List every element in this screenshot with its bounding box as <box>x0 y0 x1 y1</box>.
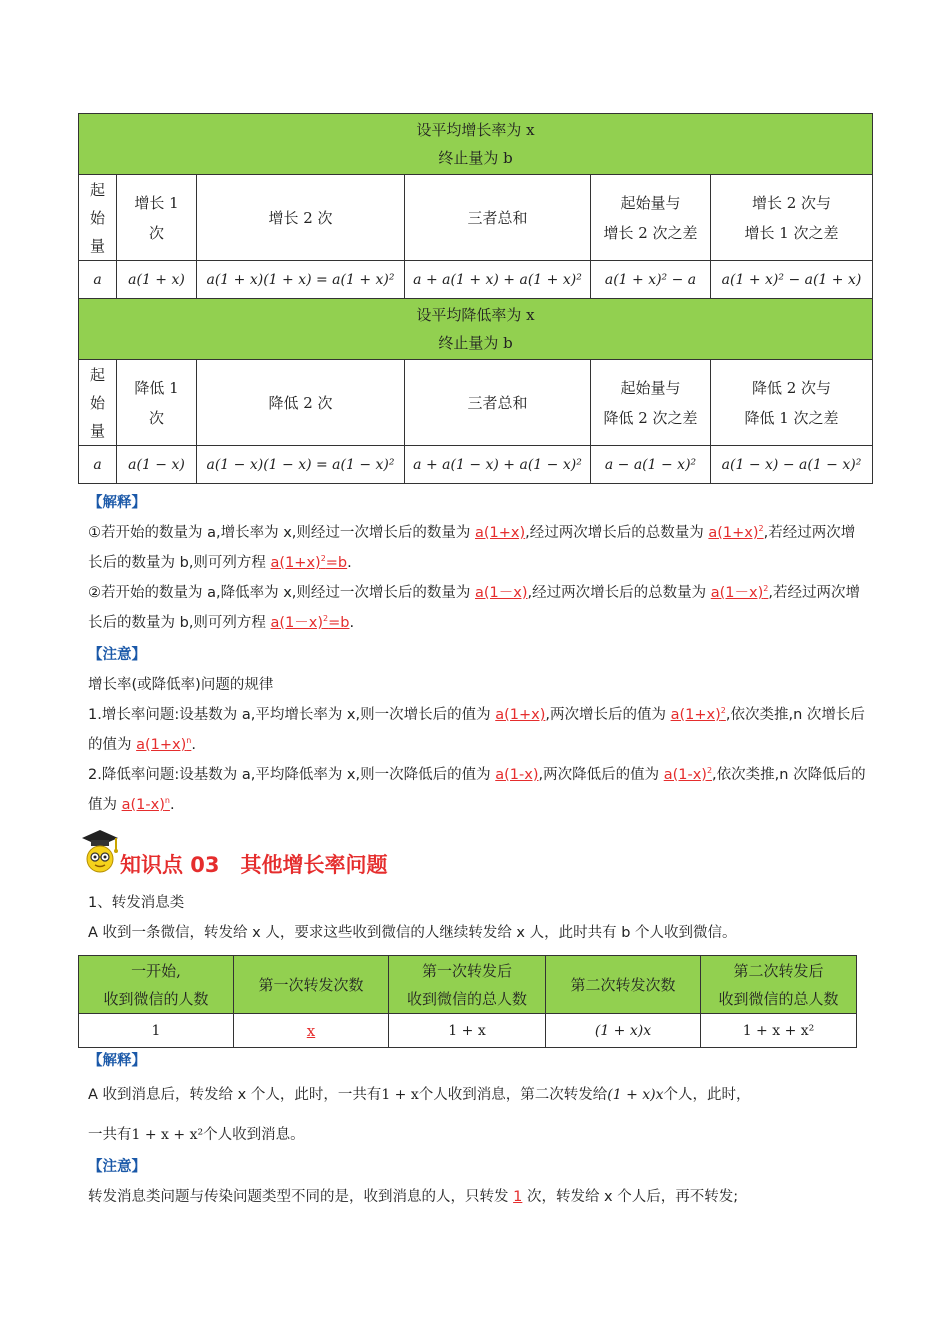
header-after-second: 第二次转发后 收到微信的总人数 <box>701 956 857 1014</box>
formula-cell: a(1 + x)(1 + x) = a(1 + x)² <box>197 261 405 299</box>
formula-cell: a − a(1 − x)² <box>591 446 711 484</box>
growth-table-header-row <box>79 175 873 261</box>
header-grow-twice: 增长 2 次 <box>197 175 405 261</box>
explanation-block <box>88 488 868 638</box>
forward-table-row <box>79 1014 857 1048</box>
answer-blank: $a(1-x)^n$ <box>121 796 170 813</box>
header-first-forward: 第一次转发次数 <box>234 956 389 1014</box>
growth-table-formula-row <box>79 261 873 299</box>
answer-blank: $a(1+x)^n$ <box>136 736 192 753</box>
value-cell: 1 + x <box>389 1014 546 1048</box>
answer-blank: a(1+x) <box>475 525 526 541</box>
forward-table-header-row <box>79 956 857 1014</box>
answer-blank: $a(1-x)^2=b$ <box>270 614 350 631</box>
header-total: 三者总和 <box>405 175 591 261</box>
formula-cell: a <box>79 446 117 484</box>
answer-blank: a(1－x) <box>475 585 528 601</box>
scholar-mascot-icon <box>78 828 122 876</box>
formula-cell: a + a(1 + x) + a(1 + x)² <box>405 261 591 299</box>
explanation-paragraph-decline: ②若开始的数量为 a,降低率为 x,则经过一次增长后的数量为 a(1－x),经过两次增长后的总数量为 $a(1-x)^2$,若经过两次增长后的数量为 b,则可列方程 $a(1-x)^2=b$. <box>88 584 860 631</box>
header-initial: 一开始, 收到微信的人数 <box>79 956 234 1014</box>
header-decline-once: 降低 1 次 <box>117 360 197 446</box>
growth-rate-table <box>78 113 873 484</box>
explanation-tag: 【解释】 <box>88 495 146 511</box>
header-decline-twice: 降低 2 次 <box>197 360 405 446</box>
section-title: 知识点 03 其他增长率问题 <box>120 853 388 877</box>
note-intro: 增长率(或降低率)问题的规律 <box>88 677 274 693</box>
rule-growth: 1.增长率问题:设基数为 a,平均增长率为 x,则一次增长后的值为 a(1+x),两次增长后的值为 $a(1+x)^2$,依次类推,n 次增长后的值为 $a(1+x)^n$. <box>88 706 865 753</box>
header-second-forward: 第二次转发次数 <box>546 956 701 1014</box>
note-tag: 【注意】 <box>88 1159 146 1175</box>
formula-cell: a(1 + x) <box>117 261 197 299</box>
note-tag: 【注意】 <box>88 647 146 663</box>
note-text: 转发消息类问题与传染问题类型不同的是，收到消息的人，只转发 1 次，转发给 x 个人后，再不转发; <box>88 1189 739 1205</box>
formula-cell: a(1 + x)² − a(1 + x) <box>711 261 873 299</box>
formula-cell: a(1 − x) <box>117 446 197 484</box>
explanation-paragraph-growth: ①若开始的数量为 a,增长率为 x,则经过一次增长后的数量为 a(1+x),经过两次增长后的总数量为 $a(1+x)^2$,若经过两次增长后的数量为 b,则可列方程 $a(1+x)^2=b$. <box>88 524 856 571</box>
header-diff-decline: 降低 2 次与 降低 1 次之差 <box>711 360 873 446</box>
decline-table-formula-row <box>79 446 873 484</box>
answer-blank: $a(1+x)^2$ <box>708 524 764 541</box>
explanation-line: A 收到消息后，转发给 x 个人，此时，一共有1 + x个人收到消息，第二次转发给(1 + x)x个人，此时， <box>88 1087 751 1103</box>
decline-table-title: 设平均降低率为 x 终止量为 b <box>79 299 873 360</box>
value-cell: (1 + x)x <box>546 1014 701 1048</box>
value-cell: 1 + x + x² <box>701 1014 857 1048</box>
formula-cell: a + a(1 − x) + a(1 − x)² <box>405 446 591 484</box>
header-total: 三者总和 <box>405 360 591 446</box>
decline-table-title-row <box>79 299 873 360</box>
header-diff-start: 起始量与 降低 2 次之差 <box>591 360 711 446</box>
forward-intro <box>88 888 868 948</box>
note-block-2 <box>88 1152 868 1212</box>
section-heading <box>78 828 578 876</box>
explanation-block-2 <box>88 1047 868 1155</box>
formula-cell: a(1 − x) − a(1 − x)² <box>711 446 873 484</box>
answer-blank: $a(1+x)^2$ <box>670 706 726 723</box>
growth-table-title: 设平均增长率为 x 终止量为 b <box>79 114 873 175</box>
formula-cell: a(1 − x)(1 − x) = a(1 − x)² <box>197 446 405 484</box>
answer-blank: a(1-x) <box>495 767 539 783</box>
answer-blank: 1 <box>513 1189 523 1205</box>
answer-blank: $a(1+x)^2=b$ <box>270 554 348 571</box>
header-start-amount: 起 始 量 <box>79 175 117 261</box>
formula-cell: a(1 + x)² − a <box>591 261 711 299</box>
answer-blank: x <box>306 1021 316 1040</box>
forward-table <box>78 955 857 1048</box>
forward-description: A 收到一条微信，转发给 x 人，要求这些收到微信的人继续转发给 x 人，此时共有 b 个人收到微信。 <box>88 925 737 941</box>
header-start-amount: 起 始 量 <box>79 360 117 446</box>
value-cell: 1 <box>79 1014 234 1048</box>
answer-blank: $a(1-x)^2$ <box>663 766 713 783</box>
answer-blank: $a(1-x)^2$ <box>710 584 769 601</box>
explanation-tag: 【解释】 <box>88 1053 146 1069</box>
header-diff-start: 起始量与 增长 2 次之差 <box>591 175 711 261</box>
explanation-line: 一共有1 + x + x²个人收到消息。 <box>88 1127 305 1143</box>
header-after-first: 第一次转发后 收到微信的总人数 <box>389 956 546 1014</box>
decline-table-header-row <box>79 360 873 446</box>
forward-heading: 1、转发消息类 <box>88 895 185 911</box>
answer-blank: a(1+x) <box>495 707 546 723</box>
growth-table-title-row <box>79 114 873 175</box>
value-cell <box>234 1014 389 1048</box>
formula-cell: a <box>79 261 117 299</box>
note-block <box>88 640 868 820</box>
rule-decline: 2.降低率问题:设基数为 a,平均降低率为 x,则一次降低后的值为 a(1-x),两次降低后的值为 $a(1-x)^2$,依次类推,n 次降低后的值为 $a(1-x)^n$. <box>88 766 866 813</box>
header-diff-grow: 增长 2 次与 增长 1 次之差 <box>711 175 873 261</box>
header-grow-once: 增长 1 次 <box>117 175 197 261</box>
